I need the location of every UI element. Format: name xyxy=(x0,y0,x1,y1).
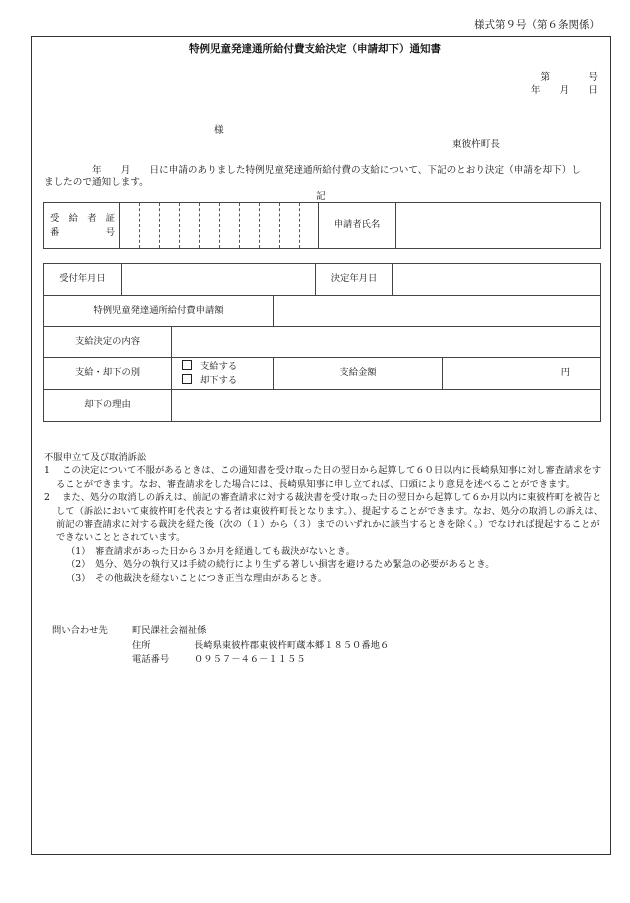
appeal-item-2: 2 また、処分の取消しの訴えは、前記の審査請求に対する裁決書を受け取った日の翌日から起算して６か月以内に東彼杵町を被告として（訴訟において東彼杵町を代表とする者は東彼杵町長となります。）、提起することができます。なお、処分の取消しの訴えは、前記の審査請求に対する裁決を経た後（次の（１）から（３）までのいずれかに該当するときを除く。）でなければ提起することができないこととされています。 xyxy=(44,492,604,544)
decision-content-label: 支給決定の内容 xyxy=(44,327,172,358)
document-date: 年 月 日 xyxy=(530,85,598,96)
reject-reason-field[interactable] xyxy=(172,390,601,422)
grant-reject-options xyxy=(172,358,274,390)
decision-content-field[interactable] xyxy=(172,327,601,358)
requested-amount-label: 特例児童発達通所給付費申請額 xyxy=(44,296,274,327)
contact-label: 問い合わせ先 xyxy=(52,625,108,636)
recipient-number-digit-6[interactable] xyxy=(220,203,240,249)
form-label: 様式第９号（第６条関係） xyxy=(474,19,600,31)
option-grant-label: 支給する xyxy=(200,361,238,372)
contact-address: 長崎県東彼杵郡東彼杵町蔵本郷１８５０番地６ xyxy=(194,639,390,651)
applicant-name-field[interactable] xyxy=(396,203,601,249)
option-reject[interactable] xyxy=(182,374,273,388)
document-number: 第 号 xyxy=(540,72,598,83)
option-reject-label: 却下する xyxy=(200,374,238,386)
recipient-number-digit-3[interactable] xyxy=(160,203,180,249)
received-date-label: 受付年月日 xyxy=(44,264,122,296)
appeal-sub-item-1: （1） 審査請求があった日から３か月を経過しても裁決がないとき。 xyxy=(66,545,356,557)
contact-info xyxy=(52,624,389,668)
contact-phone-label: 電話番号 xyxy=(132,654,170,665)
contact-phone: ０９５７－４６－１１５５ xyxy=(194,654,306,665)
ki-label: 記 xyxy=(316,191,326,202)
requested-amount-field[interactable] xyxy=(274,296,601,327)
recipient-number-digit-2[interactable] xyxy=(140,203,160,249)
document-frame xyxy=(31,36,611,855)
recipient-number-digit-8[interactable] xyxy=(260,203,280,249)
grant-reject-label: 支給・却下の別 xyxy=(44,358,172,390)
grant-checkbox[interactable] xyxy=(182,360,192,370)
recipient-number-digit-5[interactable] xyxy=(200,203,220,249)
body-text-line-1: 年 月 日に申請のありました特例児童発達通所給付費の支給について、下記のとおり決定（申請を却下）し xyxy=(92,165,581,176)
recipient-table xyxy=(43,202,601,249)
reject-reason-label: 却下の理由 xyxy=(44,390,172,422)
reject-checkbox[interactable] xyxy=(182,374,192,384)
appeal-item-1: 1 この決定について不服があるときは、この通知書を受け取った日の翌日から起算して６０日以内に長崎県知事に対し審査請求をすることができます。なお、審査請求をした場合には、長崎県知事に申し立てれば、口頭により意見を述べることができます。 xyxy=(44,465,602,490)
decision-date-field[interactable] xyxy=(393,264,601,296)
body-text-line-2: ましたので通知します。 xyxy=(44,177,149,188)
recipient-number-label-line-1: 受 給 者 証 xyxy=(50,212,116,224)
recipient-number-label-line-2: 番 号 xyxy=(50,226,116,238)
recipient-number-label xyxy=(44,203,120,249)
recipient-number-digit-10[interactable] xyxy=(300,203,319,249)
yen-unit: 円 xyxy=(560,367,571,379)
issuer-name: 東彼杵町長 xyxy=(452,139,500,150)
recipient-number-digit-7[interactable] xyxy=(240,203,260,249)
option-grant[interactable] xyxy=(182,360,273,374)
received-date-field[interactable] xyxy=(122,264,316,296)
recipient-number-digit-1[interactable] xyxy=(120,203,140,249)
recipient-suffix: 様 xyxy=(214,125,224,136)
document-title: 特例児童発達通所給付費支給決定（申請却下）通知書 xyxy=(189,43,441,55)
decision-date-label: 決定年月日 xyxy=(316,264,393,296)
recipient-number-digit-9[interactable] xyxy=(280,203,300,249)
appeal-notice xyxy=(44,451,604,585)
amount-field[interactable] xyxy=(443,358,601,390)
appeal-sub-item-3: （3） その他裁決を経ないことにつき正当な理由があるとき。 xyxy=(66,572,328,584)
contact-department: 町民課社会福祉係 xyxy=(132,625,207,636)
appeal-sub-item-2: （2） 処分、処分の執行又は手続の続行により生ずる著しい損害を避けるため緊急の必要があるとき。 xyxy=(66,559,495,571)
contact-address-label: 住所 xyxy=(132,639,151,651)
recipient-number-digit-4[interactable] xyxy=(180,203,200,249)
decision-table xyxy=(43,263,601,422)
applicant-name-label: 申請者氏名 xyxy=(319,203,396,249)
amount-label: 支給金額 xyxy=(274,358,443,390)
appeal-heading: 不服申立て及び取消訴訟 xyxy=(44,452,147,463)
